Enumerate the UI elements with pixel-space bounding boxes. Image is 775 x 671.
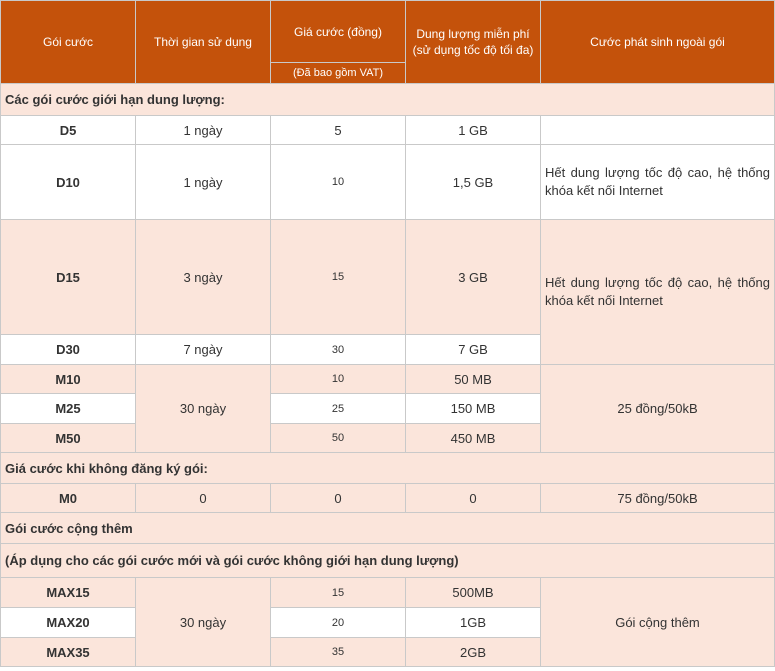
package-price: 5 [271, 116, 406, 145]
section-title-addon: Gói cước cộng thêm [1, 513, 775, 544]
package-duration: 30 ngày [136, 365, 271, 453]
section-note-addon: (Áp dụng cho các gói cước mới và gói cước không giới hạn dung lượng) [1, 544, 775, 578]
package-data: 50 MB [406, 365, 541, 394]
section-row [1, 453, 775, 484]
table-row [1, 116, 775, 145]
package-name: M0 [1, 484, 136, 513]
table-row [1, 578, 775, 608]
header-duration: Thời gian sử dụng [136, 1, 271, 84]
package-duration: 3 ngày [136, 220, 271, 335]
section-row [1, 544, 775, 578]
package-extra: Hết dung lượng tốc độ cao, hệ thống khóa kết nối Internet [541, 145, 775, 220]
package-price: 20 [271, 608, 406, 638]
package-extra: Hết dung lượng tốc độ cao, hệ thống khóa kết nối Internet [541, 220, 775, 365]
package-name: MAX35 [1, 638, 136, 667]
package-name: D15 [1, 220, 136, 335]
package-name: MAX20 [1, 608, 136, 638]
package-duration: 7 ngày [136, 335, 271, 365]
package-price: 15 [271, 578, 406, 608]
package-name: M10 [1, 365, 136, 394]
section-title-no-package: Giá cước khi không đăng ký gói: [1, 453, 775, 484]
package-price: 35 [271, 638, 406, 667]
package-price: 15 [271, 220, 406, 335]
package-name: MAX15 [1, 578, 136, 608]
package-data: 1 GB [406, 116, 541, 145]
package-price: 50 [271, 424, 406, 453]
package-duration: 1 ngày [136, 145, 271, 220]
table-row [1, 145, 775, 220]
package-name: D10 [1, 145, 136, 220]
header-package: Gói cước [1, 1, 136, 84]
package-data: 7 GB [406, 335, 541, 365]
header-extra: Cước phát sinh ngoài gói [541, 1, 775, 84]
table-row [1, 220, 775, 335]
package-extra: Gói cộng thêm [541, 578, 775, 667]
package-data: 450 MB [406, 424, 541, 453]
section-row [1, 84, 775, 116]
package-price: 30 [271, 335, 406, 365]
package-duration: 30 ngày [136, 578, 271, 667]
table-row [1, 365, 775, 394]
table-header [1, 1, 775, 84]
section-title-limited: Các gói cước giới hạn dung lượng: [1, 84, 775, 116]
package-duration: 0 [136, 484, 271, 513]
package-name: M50 [1, 424, 136, 453]
package-price: 10 [271, 145, 406, 220]
header-data: Dung lượng miễn phí (sử dụng tốc độ tối đa) [406, 1, 541, 84]
package-data: 2GB [406, 638, 541, 667]
package-data: 0 [406, 484, 541, 513]
section-row [1, 513, 775, 544]
package-name: D30 [1, 335, 136, 365]
package-data: 3 GB [406, 220, 541, 335]
package-price: 10 [271, 365, 406, 394]
package-extra: 25 đồng/50kB [541, 365, 775, 453]
package-data: 150 MB [406, 394, 541, 424]
package-extra-empty [541, 116, 775, 145]
package-data: 1,5 GB [406, 145, 541, 220]
package-data: 1GB [406, 608, 541, 638]
package-price: 0 [271, 484, 406, 513]
table-row [1, 484, 775, 513]
header-price: Giá cước (đồng) [271, 1, 406, 63]
header-price-note: (Đã bao gồm VAT) [271, 63, 406, 84]
package-name: M25 [1, 394, 136, 424]
package-name: D5 [1, 116, 136, 145]
package-price: 25 [271, 394, 406, 424]
package-extra: 75 đồng/50kB [541, 484, 775, 513]
package-duration: 1 ngày [136, 116, 271, 145]
package-data: 500MB [406, 578, 541, 608]
